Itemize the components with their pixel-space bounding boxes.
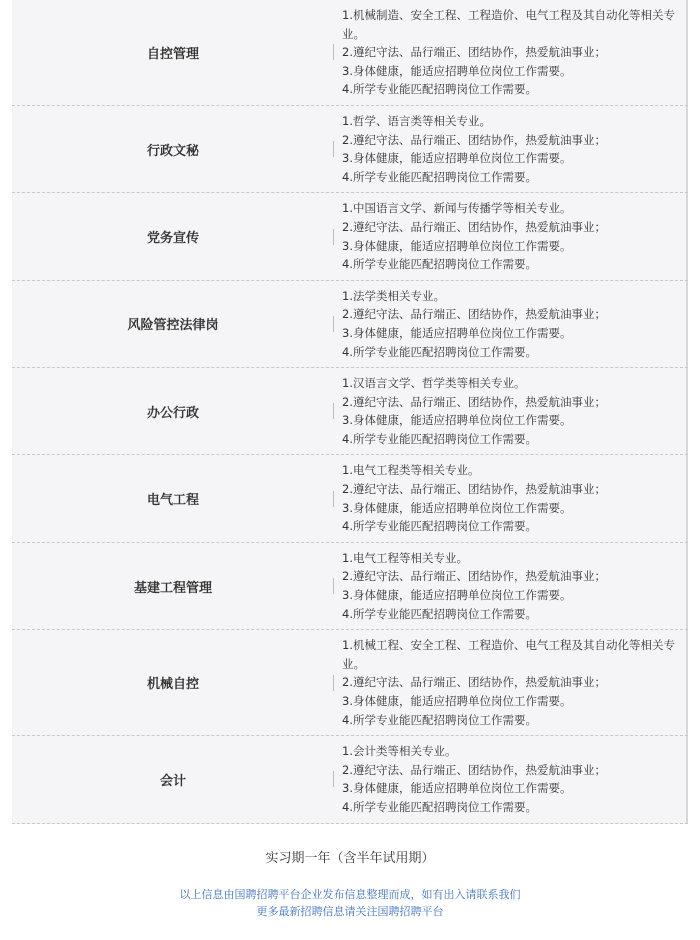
requirement-line: 2.遵纪守法、品行端正、团结协作，热爱航油事业； — [342, 394, 606, 409]
requirement-line: 1.中国语言文学、新闻与传播学等相关专业。 — [342, 201, 572, 216]
requirement-line: 3.身体健康，能适应招聘单位岗位工作需要。 — [342, 588, 572, 603]
requirement-line: 1.电气工程等相关专业。 — [342, 550, 468, 565]
requirement-line: 1.汉语言文学、哲学类等相关专业。 — [342, 376, 526, 391]
internship-period-text: 实习期一年（含半年试用期） — [265, 851, 435, 866]
requirement-line: 1.机械工程、安全工程、工程造价、电气工程及其自动化等相关专业。 — [342, 638, 675, 671]
requirements-cell — [334, 368, 688, 454]
table-row — [12, 455, 688, 542]
requirement-line: 4.所学专业能匹配招聘岗位工作需要。 — [342, 606, 537, 621]
position-name: 风险管控法律岗 — [12, 281, 334, 367]
requirements-cell — [334, 630, 688, 735]
requirements-table — [12, 0, 688, 824]
requirement-line: 2.遵纪守法、品行端正、团结协作，热爱航油事业； — [342, 45, 606, 60]
position-name: 会计 — [12, 736, 334, 822]
position-name: 电气工程 — [12, 455, 334, 541]
requirement-line: 4.所学专业能匹配招聘岗位工作需要。 — [342, 82, 537, 97]
requirement-line: 4.所学专业能匹配招聘岗位工作需要。 — [342, 344, 537, 359]
requirements-cell — [334, 0, 688, 105]
table-row — [12, 630, 688, 736]
requirements-cell — [334, 281, 688, 367]
requirement-line: 1.法学类相关专业。 — [342, 288, 445, 303]
requirement-line: 3.身体健康，能适应招聘单位岗位工作需要。 — [342, 781, 572, 796]
table-row — [12, 193, 688, 280]
requirement-line: 4.所学专业能匹配招聘岗位工作需要。 — [342, 712, 537, 727]
position-name: 党务宣传 — [12, 193, 334, 279]
requirement-line: 3.身体健康，能适应招聘单位岗位工作需要。 — [342, 325, 572, 340]
requirement-line: 3.身体健康，能适应招聘单位岗位工作需要。 — [342, 694, 572, 708]
requirement-line: 3.身体健康，能适应招聘单位岗位工作需要。 — [342, 500, 572, 515]
table-row — [12, 543, 688, 630]
requirement-line: 2.遵纪守法、品行端正、团结协作，热爱航油事业； — [342, 762, 606, 777]
source-note-line-1: 以上信息由国聘招聘平台企业发布信息整理而成，如有出入请联系我们 — [179, 888, 521, 901]
requirement-line: 2.遵纪守法、品行端正、团结协作，热爱航油事业； — [342, 675, 606, 690]
source-note — [0, 886, 700, 920]
requirements-cell — [334, 455, 688, 541]
requirement-line: 4.所学专业能匹配招聘岗位工作需要。 — [342, 799, 537, 814]
requirement-line: 1.哲学、语言类等相关专业。 — [342, 113, 491, 128]
table-row — [12, 736, 688, 822]
requirement-line: 2.遵纪守法、品行端正、团结协作，热爱航油事业； — [342, 132, 606, 147]
table-row — [12, 0, 688, 106]
requirement-line: 3.身体健康，能适应招聘单位岗位工作需要。 — [342, 238, 572, 253]
requirement-line: 4.所学专业能匹配招聘岗位工作需要。 — [342, 519, 537, 534]
table-row — [12, 281, 688, 368]
source-note-line-2: 更多最新招聘信息请关注国聘招聘平台 — [256, 905, 444, 918]
requirement-line: 2.遵纪守法、品行端正、团结协作，热爱航油事业； — [342, 569, 606, 584]
requirement-line: 4.所学专业能匹配招聘岗位工作需要。 — [342, 169, 537, 184]
requirement-line: 4.所学专业能匹配招聘岗位工作需要。 — [342, 431, 537, 446]
position-name: 自控管理 — [12, 0, 334, 105]
requirement-line: 3.身体健康，能适应招聘单位岗位工作需要。 — [342, 63, 572, 78]
requirements-cell — [334, 543, 688, 629]
requirements-cell — [334, 193, 688, 279]
requirement-line: 2.遵纪守法、品行端正、团结协作，热爱航油事业； — [342, 307, 606, 322]
position-name: 机械自控 — [12, 630, 334, 735]
requirement-line: 2.遵纪守法、品行端正、团结协作，热爱航油事业； — [342, 219, 606, 234]
position-name: 行政文秘 — [12, 106, 334, 192]
position-name: 办公行政 — [12, 368, 334, 454]
requirements-cell — [334, 106, 688, 192]
requirement-line: 4.所学专业能匹配招聘岗位工作需要。 — [342, 257, 537, 272]
requirement-line: 1.会计类等相关专业。 — [342, 744, 457, 759]
requirements-cell — [334, 736, 688, 822]
requirement-line: 1.电气工程类等相关专业。 — [342, 463, 480, 478]
requirement-line: 3.身体健康，能适应招聘单位岗位工作需要。 — [342, 151, 572, 166]
requirement-line: 1.机械制造、安全工程、工程造价、电气工程及其自动化等相关专业。 — [342, 8, 675, 41]
position-name: 基建工程管理 — [12, 543, 334, 629]
requirement-line: 3.身体健康，能适应招聘单位岗位工作需要。 — [342, 413, 572, 428]
table-row — [12, 368, 688, 455]
table-row — [12, 106, 688, 193]
requirement-line: 2.遵纪守法、品行端正、团结协作，热爱航油事业； — [342, 482, 606, 497]
